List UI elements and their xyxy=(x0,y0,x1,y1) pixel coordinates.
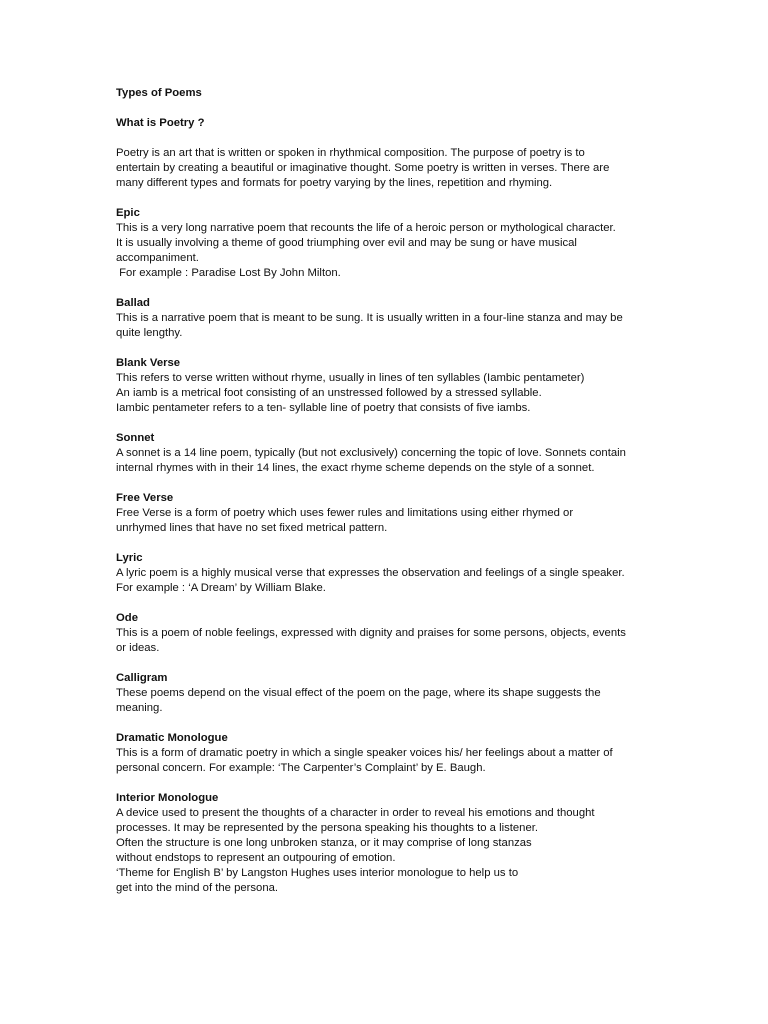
section-line: For example : ‘A Dream’ by William Blake. xyxy=(116,582,326,594)
document-title: Types of Poems xyxy=(116,87,202,99)
section-line: A lyric poem is a highly musical verse that expresses the observation and feelings of a single speaker. xyxy=(116,567,625,579)
poem-type-section xyxy=(116,731,656,776)
section-body xyxy=(116,566,656,596)
section-line: or ideas. xyxy=(116,642,160,654)
section-body xyxy=(116,686,656,716)
section-line: A device used to present the thoughts of a character in order to reveal his emotions and thought xyxy=(116,807,595,819)
section-heading: Calligram xyxy=(116,672,168,684)
section-heading: Epic xyxy=(116,207,140,219)
section-line: Free Verse is a form of poetry which uses fewer rules and limitations using either rhymed or xyxy=(116,507,574,519)
section-line: get into the mind of the persona. xyxy=(116,882,279,894)
section-heading: Interior Monologue xyxy=(116,792,219,804)
section-body xyxy=(116,506,656,536)
section-line: For example : Paradise Lost By John Milton. xyxy=(116,267,341,279)
section-heading: Lyric xyxy=(116,552,143,564)
section-line: An iamb is a metrical foot consisting of an unstressed followed by a stressed syllable. xyxy=(116,387,542,399)
section-body xyxy=(116,311,656,341)
section-heading: Ode xyxy=(116,612,138,624)
section-line: without endstops to represent an outpouring of emotion. xyxy=(116,852,396,864)
section-line: accompaniment. xyxy=(116,252,199,264)
poem-type-section xyxy=(116,791,656,896)
poem-type-section xyxy=(116,551,656,596)
section-line: internal rhymes with in their 14 lines, the exact rhyme scheme depends on the style of a sonnet. xyxy=(116,462,595,474)
intro-paragraph xyxy=(116,146,656,191)
section-line: personal concern. For example: ‘The Carpenter’s Complaint’ by E. Baugh. xyxy=(116,762,486,774)
section-line: These poems depend on the visual effect of the poem on the page, where its shape suggests the xyxy=(116,687,601,699)
intro-line: entertain by creating a beautiful or imaginative thought. Some poetry is written in verses. There are xyxy=(116,162,610,174)
section-heading: Free Verse xyxy=(116,492,174,504)
section-body xyxy=(116,806,656,896)
poem-type-section xyxy=(116,206,656,281)
section-line: processes. It may be represented by the persona speaking his thoughts to a listener. xyxy=(116,822,539,834)
section-line: unrhymed lines that have no set fixed metrical pattern. xyxy=(116,522,388,534)
poem-type-section xyxy=(116,491,656,536)
poem-type-section xyxy=(116,296,656,341)
section-body xyxy=(116,446,656,476)
document-page xyxy=(116,86,656,896)
section-line: This refers to verse written without rhyme, usually in lines of ten syllables (Iambic pentameter) xyxy=(116,372,585,384)
poem-type-section xyxy=(116,671,656,716)
poem-type-section xyxy=(116,431,656,476)
section-body xyxy=(116,221,656,281)
section-heading: Sonnet xyxy=(116,432,155,444)
section-heading: Dramatic Monologue xyxy=(116,732,228,744)
poem-type-section xyxy=(116,611,656,656)
section-line: This is a form of dramatic poetry in which a single speaker voices his/ her feelings about a matter of xyxy=(116,747,613,759)
section-line: ‘Theme for English B’ by Langston Hughes uses interior monologue to help us to xyxy=(116,867,519,879)
section-line: This is a narrative poem that is meant to be sung. It is usually written in a four-line stanza and may be xyxy=(116,312,623,324)
poem-type-section xyxy=(116,356,656,416)
section-body xyxy=(116,746,656,776)
section-line: A sonnet is a 14 line poem, typically (but not exclusively) concerning the topic of love. Sonnets contain xyxy=(116,447,626,459)
section-heading: Blank Verse xyxy=(116,357,181,369)
intro-line: many different types and formats for poetry varying by the lines, repetition and rhyming. xyxy=(116,177,553,189)
section-body xyxy=(116,626,656,656)
section-line: meaning. xyxy=(116,702,163,714)
section-line: Iambic pentameter refers to a ten- syllable line of poetry that consists of five iambs. xyxy=(116,402,531,414)
section-line: quite lengthy. xyxy=(116,327,183,339)
section-line: Often the structure is one long unbroken stanza, or it may comprise of long stanzas xyxy=(116,837,532,849)
poem-types-list xyxy=(116,206,656,896)
section-line: It is usually involving a theme of good triumphing over evil and may be sung or have musical xyxy=(116,237,577,249)
intro-line: Poetry is an art that is written or spoken in rhythmical composition. The purpose of poetry is to xyxy=(116,147,585,159)
section-body xyxy=(116,371,656,416)
section-line: This is a poem of noble feelings, expressed with dignity and praises for some persons, objects, events xyxy=(116,627,626,639)
section-line: This is a very long narrative poem that recounts the life of a heroic person or mythological character. xyxy=(116,222,616,234)
intro-heading: What is Poetry ? xyxy=(116,117,205,129)
section-heading: Ballad xyxy=(116,297,150,309)
